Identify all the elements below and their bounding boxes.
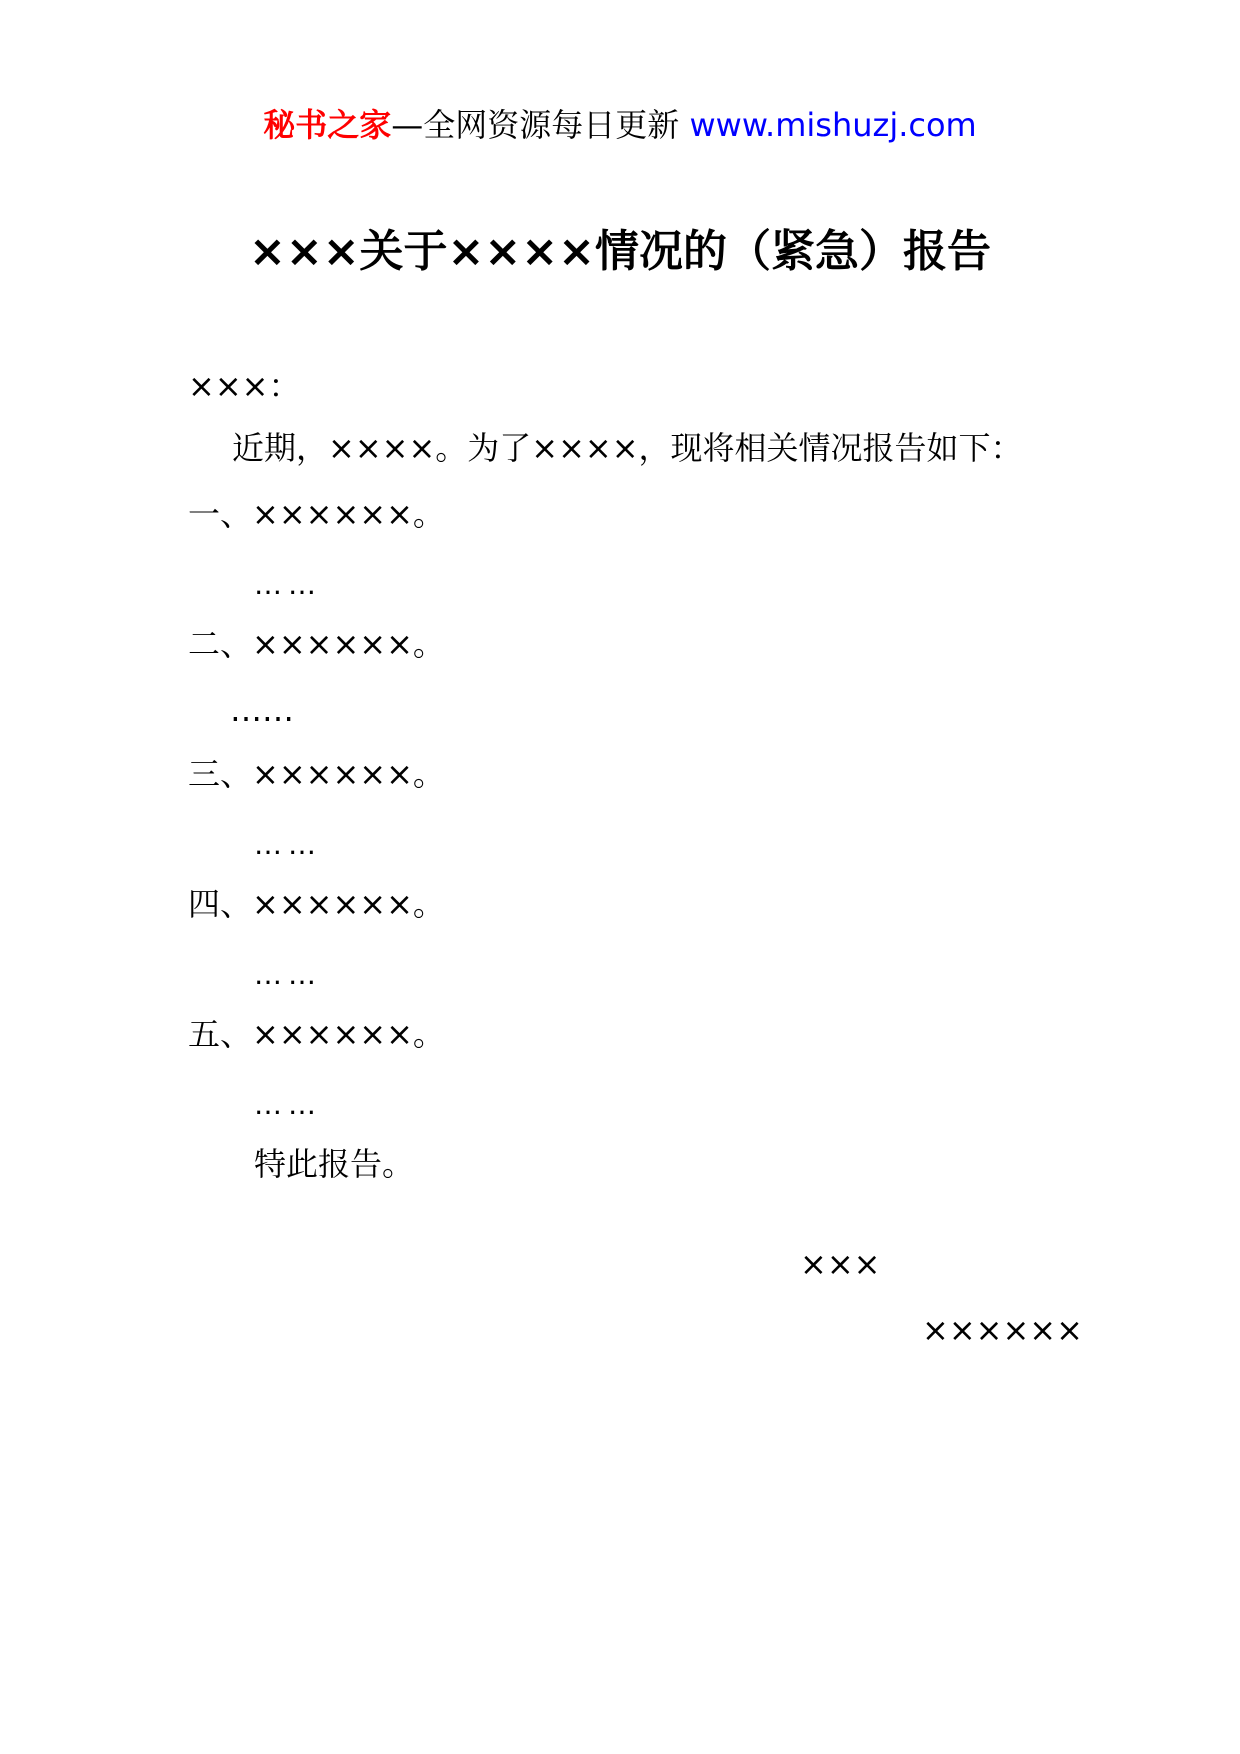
signature: ××× xyxy=(800,1245,881,1283)
section-body-3: …… xyxy=(254,828,322,861)
section-body-4: …… xyxy=(254,958,322,991)
closing-line: 特此报告。 xyxy=(254,1145,415,1183)
section-heading-2: 二、××××××。 xyxy=(188,625,445,663)
section-heading-5: 五、××××××。 xyxy=(188,1015,445,1053)
intro-paragraph: 近期，××××。为了××××，现将相关情况报告如下： xyxy=(232,429,1023,467)
section-body-2: …… xyxy=(230,691,294,729)
section-body-5: …… xyxy=(254,1088,322,1121)
document-title: ×××关于××××情况的（紧急）报告 xyxy=(248,226,992,277)
site-slogan: —全网资源每日更新 xyxy=(391,106,680,144)
section-body-1: …… xyxy=(254,568,322,601)
document-date: ×××××× xyxy=(922,1311,1083,1349)
section-heading-3: 三、××××××。 xyxy=(188,755,445,793)
section-heading-1: 一、××××××。 xyxy=(188,495,445,533)
site-brand: 秘书之家 xyxy=(263,106,392,144)
site-header xyxy=(0,100,1240,150)
salutation: ×××： xyxy=(188,367,301,405)
section-heading-4: 四、××××××。 xyxy=(188,885,445,923)
site-url-link[interactable]: www.mishuzj.com xyxy=(689,106,977,144)
